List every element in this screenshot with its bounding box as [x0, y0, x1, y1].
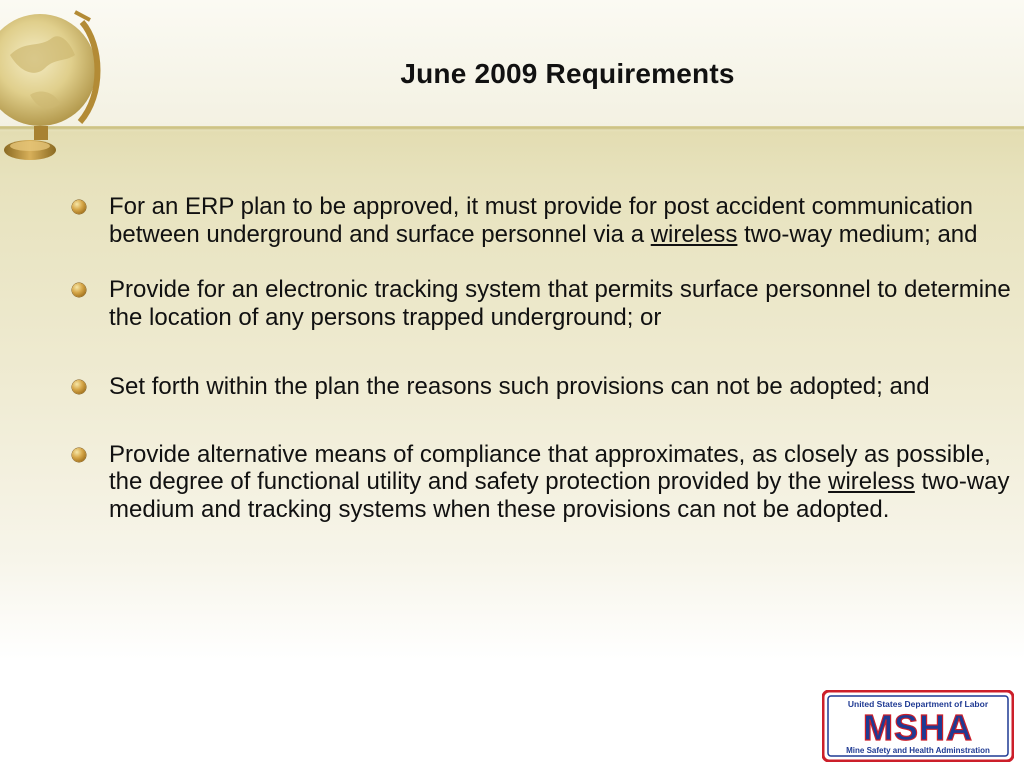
underlined-word: wireless — [828, 468, 915, 495]
bullet-icon — [72, 448, 86, 462]
bullet-list — [66, 193, 1011, 523]
bullet-text-continued: two-way medium; and — [737, 220, 978, 248]
logo-top-text: United States Department of Labor — [847, 699, 989, 709]
bullet-item — [66, 373, 1011, 401]
bullet-text: Set forth within the plan the reasons such provisions can not be adopted; and — [109, 373, 930, 400]
bullet-text: For an ERP plan to be approved, it must provide for post accident communication between underground and surface personnel via a — [109, 193, 974, 248]
bullet-icon — [72, 200, 86, 214]
globe-icon — [0, 0, 110, 170]
bullet-item — [66, 193, 1011, 248]
bullet-icon — [72, 380, 86, 394]
msha-logo — [822, 690, 1014, 762]
bullet-text: Provide alternative means of compliance that approximates, as closely as possible, the degree of functional utility and safety protection provided by the — [109, 440, 991, 495]
bullet-text-continued: two-way medium and tracking systems when these provisions can not be adopted. — [109, 468, 1010, 523]
slide-title: June 2009 Requirements — [400, 58, 735, 89]
logo-bottom-text: Mine Safety and Health Adminstration — [846, 746, 990, 755]
bullet-item — [66, 441, 1011, 524]
bullet-text: Provide for an electronic tracking system that permits surface personnel to determine the location of any persons trapped underground; or — [109, 276, 1011, 331]
bullet-icon — [72, 283, 86, 297]
header-divider — [0, 126, 1024, 130]
logo-acronym: MSHA — [863, 707, 973, 748]
bullet-item — [66, 276, 1011, 331]
underlined-word: wireless — [650, 220, 738, 248]
